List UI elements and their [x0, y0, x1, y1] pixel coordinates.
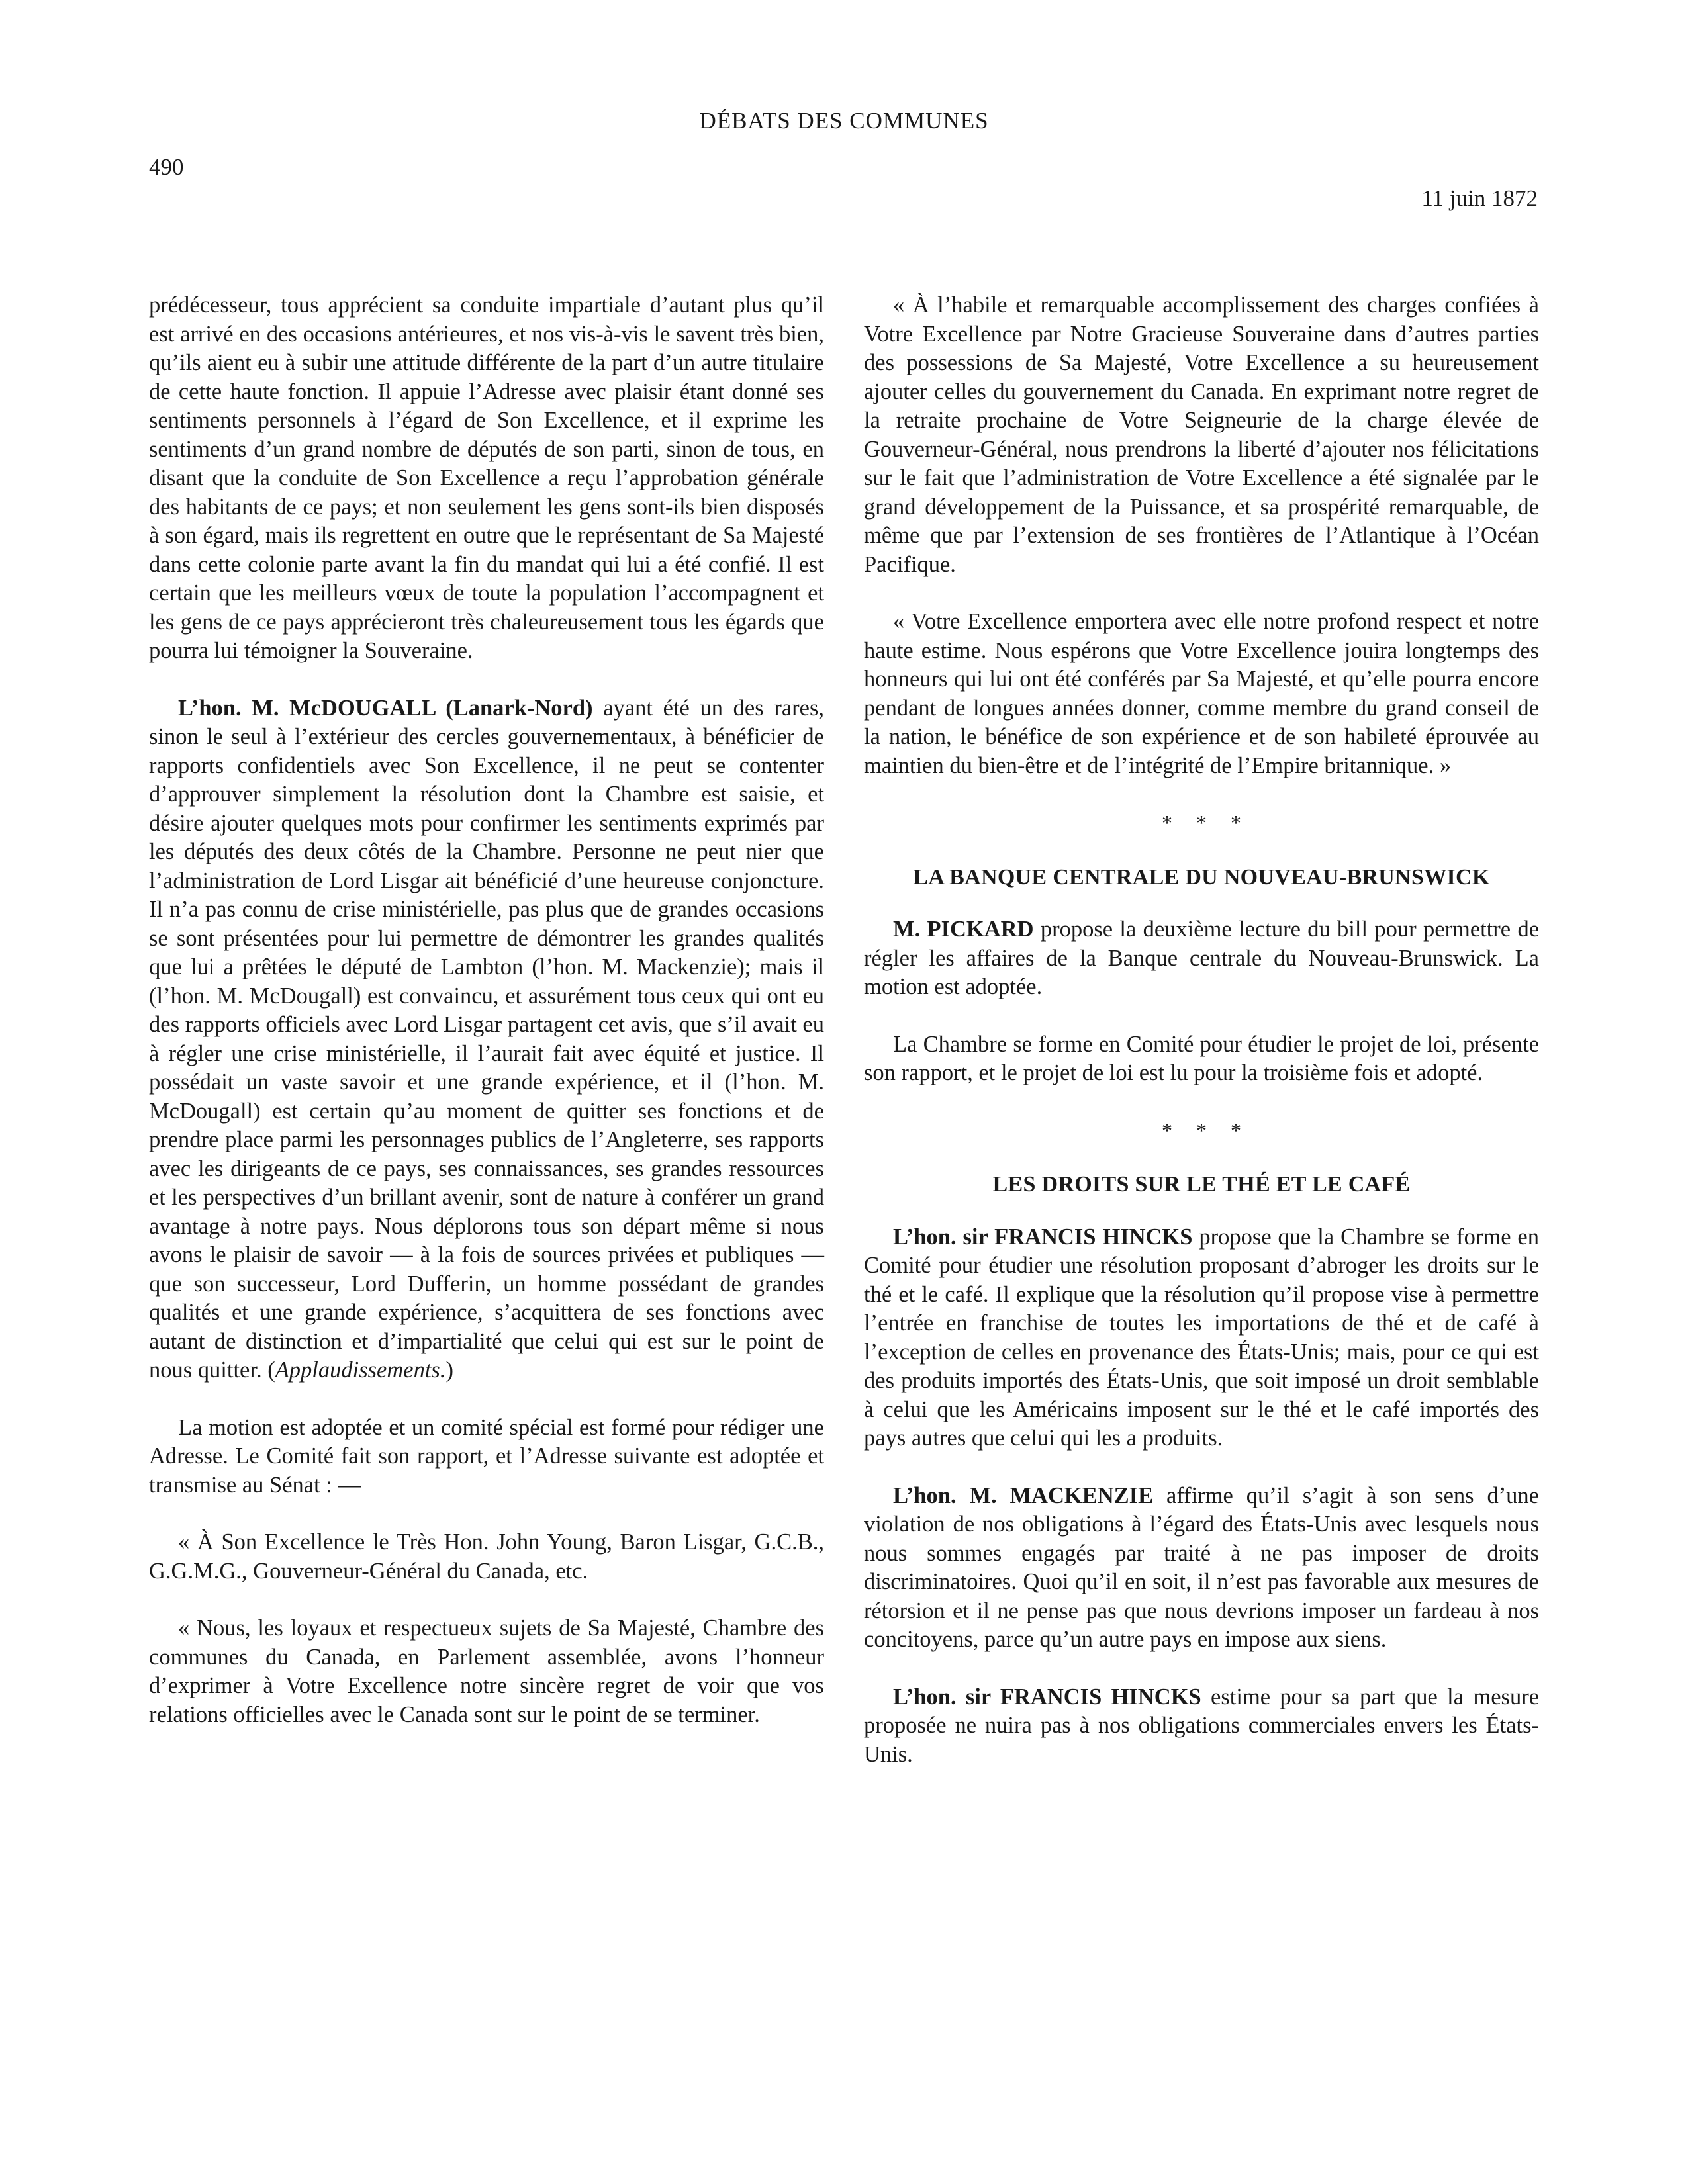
paragraph-hincks — [864, 1223, 1539, 1453]
paragraph: La Chambre se forme en Comité pour étudier le projet de loi, présente son rapport, et le projet de loi est lu pour la troisième fois et adopté. — [864, 1031, 1539, 1085]
speech-text: ayant été un des rares, sinon le seul à l’extérieur des cercles gouvernementaux, à bénéficier de rapports confidentiels avec Son Excellence, il ne peut se contenter d’approuver simplement la résolution dont la Chambre est saisie, et désire ajouter quelques mots pour confirmer les sentiments exprimés par les députés des deux côtés de la Chambre. Personne ne peut nier que l’administration de Lord Lisgar ait bénéficié d’une heureuse conjoncture. Il n’a pas connu de crise ministérielle, pas plus que de grandes occasions se sont présentées pour lui permettre de démontrer les grandes qualités que lui a prêtées le député de Lambton (l’hon. M. Mackenzie); mais il (l’hon. M. McDougall) est convaincu, et assurément tous ceux qui ont eu des rapports officiels avec Lord Lisgar partagent cet avis, que s’il avait eu à régler une crise ministérielle, il l’aurait fait avec équité et justice. Il possédait un vaste savoir et une grande expérience, et il (l’hon. M. McDougall) est certain qu’au moment de quitter ses fonctions et de prendre place parmi les personnages publics de l’Angleterre, ses rapports avec les dirigeants de ce pays, ses connaissances, ses grandes ressources et les perspectives d’un brillant avenir, sont de nature à conférer un grand avantage à notre pays. Nous déplorons tous son départ même si nous avons le plaisir de savoir — à la fois de sources privées et publiques — que son successeur, Lord Dufferin, un homme possédant de grandes qualités et une grande expérience, s’acquittera de ses fonctions avec autant de distinction et d’impartialité que celui qui est sur le point de nous quitter. ( — [149, 695, 824, 1383]
right-column — [864, 291, 1539, 1769]
speaker-name: L’hon. sir FRANCIS HINCKS — [893, 1224, 1193, 1250]
address-paragraph: « Nous, les loyaux et respectueux sujets de Sa Majesté, Chambre des communes du Canada, en Parlement assemblée, avons l’honneur d’exprimer à Votre Excellence notre sincère regret de voir que vos relations officielles avec le Canada sont sur le point de se terminer. — [149, 1615, 824, 1727]
speech-text: propose la deuxième lecture du bill pour permettre de régler les affaires de la Banque centrale du Nouveau-Brunswick. La motion est adoptée. — [864, 917, 1540, 999]
address-salutation: « À Son Excellence le Très Hon. John Young, Baron Lisgar, G.C.B., G.G.M.G., Gouverneur-Général du Canada, etc. — [149, 1529, 824, 1584]
speaker-name: L’hon. M. MACKENZIE — [893, 1482, 1154, 1508]
section-separator: * * * — [1162, 1118, 1250, 1142]
speaker-name: L’hon. M. McDOUGALL (Lanark-Nord) — [178, 695, 593, 721]
speech-text: estime pour sa part que la mesure proposée ne nuira pas à nos obligations commerciales envers les États-Unis. — [864, 1684, 1539, 1767]
address-paragraph: « À l’habile et remarquable accomplissement des charges confiées à Votre Excellence par Notre Gracieuse Souveraine dans d’autres parties des possessions de Sa Majesté, Votre Excellence a su heureusement ajouter celles du gouvernement du Canada. En exprimant notre regret de la retraite prochaine de Votre Seigneurie de la charge élevée de Gouverneur-Général, nous prendrons la liberté d’ajouter nos félicitations sur le fait que l’administration de Votre Excellence a été signalée par le grand développement de la Puissance, et sa prospérité remarquable, de même que par l’extension de ses frontières de l’Atlantique à l’Océan Pacifique. — [864, 293, 1539, 577]
speech-text: propose que la Chambre se forme en Comité pour étudier une résolution proposant d’abroger les droits sur le thé et le café. Il explique que la résolution qu’il propose vise à permettre l’entrée en franchise de toutes les importations de thé et de café à l’exception de celles en provenance des États-Unis; mais, pour ce qui est des produits importés des États-Unis, que soit imposé un droit semblable à celui que les Américains imposent sur le thé et le café importés des pays autres que celui qui les a produits. — [864, 1224, 1539, 1451]
paragraph: prédécesseur, tous apprécient sa conduite impartiale d’autant plus qu’il est arrivé en des occasions antérieures, et nos vis-à-vis le savent très bien, qu’ils aient eu à subir une attitude différente de la part d’un autre titulaire de cette haute fonction. Il appuie l’Adresse avec plaisir étant donné ses sentiments personnels à l’égard de Son Excellence, et il exprime les sentiments d’un grand nombre de députés de son parti, sinon de tous, en disant que la conduite de Son Excellence a reçu l’approbation générale des habitants de ce pays; et non seulement les gens sont-ils bien disposés à son égard, mais ils regrettent en outre que le représentant de Sa Majesté dans cette colonie parte avant la fin du mandat qui lui a été confié. Il est certain que les meilleurs vœux de toute la population l’accompagnent et les gens de ce pays apprécieront très chaleureusement tous les égards que pourra lui témoigner la Souveraine. — [149, 293, 824, 663]
paragraph: La motion est adoptée et un comité spécial est formé pour rédiger une Adresse. Le Comité fait son rapport, et l’Adresse suivante est adoptée et transmise au Sénat : — — [149, 1414, 824, 1498]
speech-text: affirme qu’il s’agit à son sens d’une violation de nos obligations à l’égard des États-Unis avec lesquels nous nous sommes engagés par traité à ne pas imposer de droits discriminatoires. Quoi qu’il en soit, il n’est pas favorable aux mesures de rétorsion et il ne pense pas que nous devrions imposer un fardeau à nos concitoyens, parce qu’un autre pays en impose aux siens. — [864, 1482, 1539, 1652]
paragraph-mackenzie — [864, 1482, 1539, 1655]
paragraph-mcdougall — [149, 694, 824, 1385]
left-column — [149, 291, 824, 1729]
section-heading-banque: LA BANQUE CENTRALE DU NOUVEAU-BRUNSWICK — [913, 864, 1490, 889]
running-head: DÉBATS DES COMMUNES — [699, 108, 989, 134]
speaker-name: L’hon. sir FRANCIS HINCKS — [893, 1684, 1201, 1709]
page-date: 11 juin 1872 — [1421, 185, 1538, 211]
section-separator: * * * — [1162, 811, 1250, 835]
paragraph-pickard — [864, 915, 1539, 1002]
speech-text-end: ) — [445, 1357, 453, 1383]
speaker-name: M. PICKARD — [893, 917, 1034, 942]
applause-note: Applaudissements. — [275, 1357, 446, 1383]
paragraph-hincks-2 — [864, 1683, 1539, 1770]
address-paragraph: « Votre Excellence emportera avec elle notre profond respect et notre haute estime. Nous espérons que Votre Excellence jouira longtemps des honneurs qui lui ont été conférés par Sa Majesté, et qu’elle pourra encore pendant de longues années donner, comme membre du grand conseil de la nation, le bénéfice de son expérience et de son habileté éprouvée au maintien du bien-être et de l’intégrité de l’Empire britannique. » — [864, 609, 1539, 778]
page-number: 490 — [149, 154, 184, 180]
section-heading-the-cafe: LES DROITS SUR LE THÉ ET LE CAFÉ — [992, 1172, 1411, 1197]
